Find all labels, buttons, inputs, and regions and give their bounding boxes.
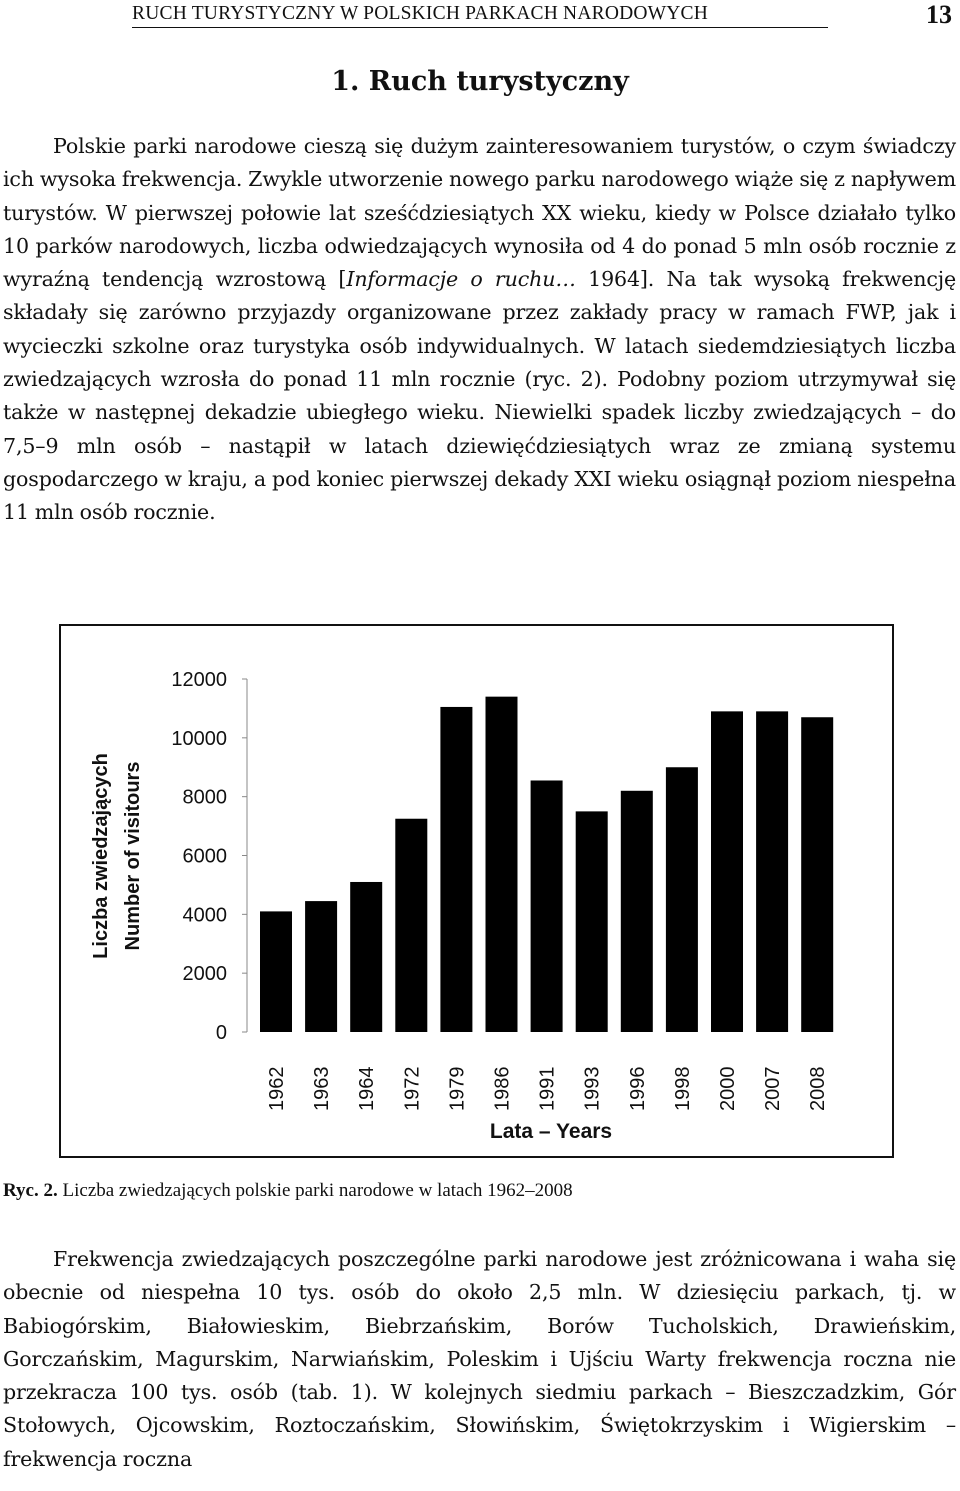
x-tick-label-1998: 1998 (671, 1066, 694, 1111)
y-tick-label: 2000 (182, 963, 227, 986)
bar-1993 (576, 811, 608, 1032)
paragraph-1 (3, 130, 956, 530)
citation: Informacje o ruchu… (346, 267, 576, 292)
x-tick-label-1993: 1993 (581, 1066, 604, 1111)
y-tick-label: 12000 (171, 669, 227, 691)
bar-1979 (440, 707, 472, 1032)
bar-1991 (531, 780, 563, 1032)
figure-label: Ryc. 2. (3, 1180, 58, 1201)
figure-caption (3, 1180, 573, 1202)
x-tick-label-1986: 1986 (491, 1066, 514, 1111)
y-tick-label: 8000 (182, 786, 227, 809)
paragraph-2: Frekwencja zwiedzających poszczególne parki narodowe jest zróżnicowana i waha się obecnie od niespełna 10 tys. osób do około 2,5 mln. W dziesięciu parkach, tj. w Babiogórskim, Białowieskim, Biebrzańskim, Borów Tucholskich, Drawieńskim, Gorczańskim, Magurskim, Narwiańskim, Poleskim i Ujściu Warty frekwencja roczna nie przekracza 100 tys. osób (tab. 1). W kolejnych siedmiu parkach – Bieszczadzkim, Gór Stołowych, Ojcowskim, Roztoczańskim, Słowińskim, Świętokrzyskim i Wigierskim – frekwencja roczna (3, 1247, 956, 1471)
y-tick-label: 4000 (182, 904, 227, 927)
bar-1972 (395, 819, 427, 1032)
paragraph-1-part-1: Polskie parki narodowe cieszą się dużym zainteresowaniem turystów, o czym świadczy ich wysoka frekwencja. Zwykle utworzenie nowego parku narodowego wiąże się z napływem turystów. W pierwszej połowie lat sześćdziesiątych XX wieku, kiedy w Polsce działało tylko 10 parków narodowych, liczba odwiedzających wynosiła od 4 do ponad 5 mln osób rocznie z wyraźną tendencją wzrostową [ (3, 134, 956, 292)
bar-1964 (350, 882, 382, 1032)
bar-1996 (621, 791, 653, 1032)
y-tick-label: 10000 (171, 727, 227, 750)
x-tick-label-1963: 1963 (311, 1066, 334, 1111)
x-axis-label: Lata – Years (489, 1120, 613, 1143)
figure-chart (59, 624, 894, 1158)
bar-1986 (486, 697, 518, 1032)
x-tick-label-1991: 1991 (536, 1066, 559, 1111)
bar-2008 (801, 717, 833, 1032)
x-tick-label-1964: 1964 (356, 1066, 379, 1111)
x-tick-label-1979: 1979 (446, 1066, 469, 1111)
y-axis-label-line-2: Number of visitours (122, 761, 144, 951)
page-number: 13 (926, 0, 952, 29)
bar-2000 (711, 711, 743, 1032)
y-tick-label: 0 (215, 1022, 227, 1044)
bar-1963 (305, 901, 337, 1032)
x-tick-label-2000: 2000 (717, 1066, 739, 1111)
bar-chart (61, 626, 892, 1156)
x-tick-label-1972: 1972 (401, 1066, 424, 1111)
page-header (0, 0, 960, 40)
bar-1962 (260, 911, 292, 1032)
running-head: RUCH TURYSTYCZNY W POLSKICH PARKACH NARODOWYCH (132, 3, 828, 28)
section-title: 1. Ruch turystyczny (331, 66, 629, 97)
paragraph-1-part-2: 1964]. Na tak wysoką frekwencję składały się zarówno przyjazdy organizowane przez zakłady pracy w ramach FWP, jak i wycieczki szkolne oraz turystyka osób indywidualnych. W latach siedemdziesiątych liczba zwiedzających wzrosła do ponad 11 mln rocznie (ryc. 2). Podobny poziom utrzymywał się także w następnej dekadzie ubiegłego wieku. Niewielki spadek liczby zwiedzających – do 7,5–9 mln osób – nastąpił w latach dziewięćdziesiątych wraz ze zmianą systemu gospodarczego w kraju, a pod koniec pierwszej dekady XXI wieku osiągnął poziom niespełna 11 mln osób rocznie. (3, 267, 956, 525)
x-tick-label-1962: 1962 (266, 1066, 288, 1111)
y-tick-label: 6000 (182, 845, 227, 868)
x-tick-label-2007: 2007 (762, 1066, 785, 1111)
x-tick-label-2008: 2008 (807, 1066, 830, 1111)
figure-caption-text: Liczba zwiedzających polskie parki narodowe w latach 1962–2008 (57, 1180, 573, 1201)
bar-2007 (756, 711, 788, 1032)
bar-1998 (666, 767, 698, 1032)
x-tick-label-1996: 1996 (626, 1066, 649, 1111)
y-axis-label-line-1: Liczba zwiedzających (90, 753, 112, 959)
